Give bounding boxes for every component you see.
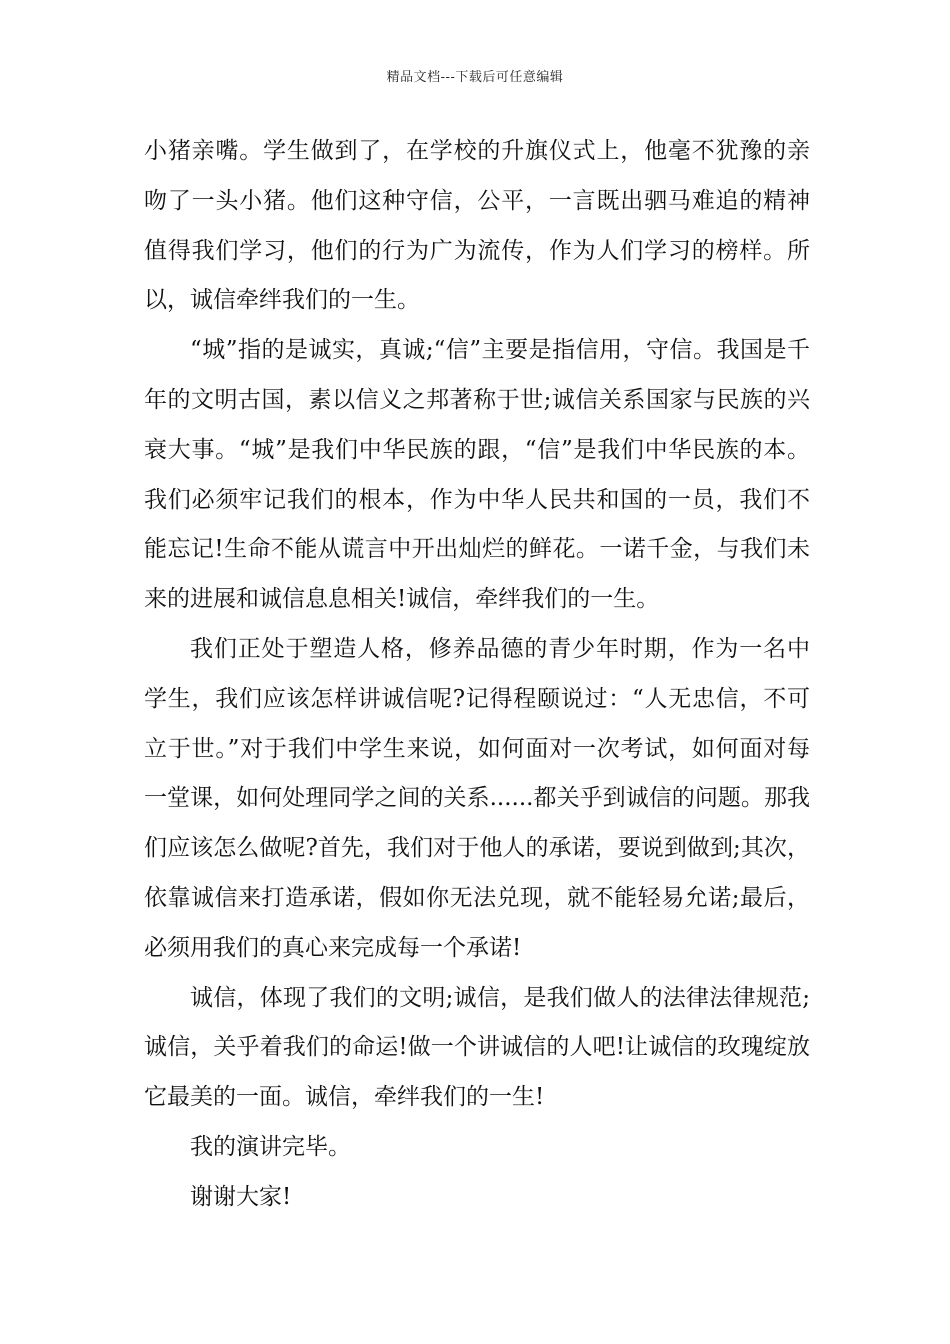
document-body <box>144 127 810 1223</box>
paragraph-4: 诚信，体现了我们的文明;诚信，是我们做人的法律法律规范;诚信，关乎着我们的命运!做一个讲诚信的人吧!让诚信的玫瑰绽放它最美的一面。诚信，牵绊我们的一生! <box>144 984 810 1111</box>
paragraph-6: 谢谢大家! <box>190 1183 292 1210</box>
paragraph-1: 小猪亲嘴。学生做到了，在学校的升旗仪式上，他毫不犹豫的亲吻了一头小猪。他们这种守信，公平，一言既出驷马难追的精神值得我们学习，他们的行为广为流传，作为人们学习的榜样。所以，诚信牵绊我们的一生。 <box>144 138 810 314</box>
paragraph-5: 我的演讲完毕。 <box>190 1133 351 1160</box>
page-header: 精品文档---下载后可任意编辑 <box>386 70 564 85</box>
paragraph-2: “城”指的是诚实，真诚;“信”主要是指信用，守信。我国是千年的文明古国，素以信义之邦著称于世;诚信关系国家与民族的兴衰大事。“城”是我们中华民族的跟，“信”是我们中华民族的本。我们必须牢记我们的根本，作为中华人民共和国的一员，我们不能忘记!生命不能从谎言中开出灿烂的鲜花。一诺千金，与我们未来的进展和诚信息息相关!诚信，牵绊我们的一生。 <box>144 337 810 613</box>
paragraph-3: 我们正处于塑造人格，修养品德的青少年时期，作为一名中学生，我们应该怎样讲诚信呢?记得程颐说过：“人无忠信，不可立于世。”对于我们中学生来说，如何面对一次考试，如何面对每一堂课，如何处理同学之间的关系......都关乎到诚信的问题。那我们应该怎么做呢?首先，我们对于他人的承诺，要说到做到;其次，依靠诚信来打造承诺，假如你无法兑现，就不能轻易允诺;最后，必须用我们的真心来完成每一个承诺! <box>144 635 810 961</box>
